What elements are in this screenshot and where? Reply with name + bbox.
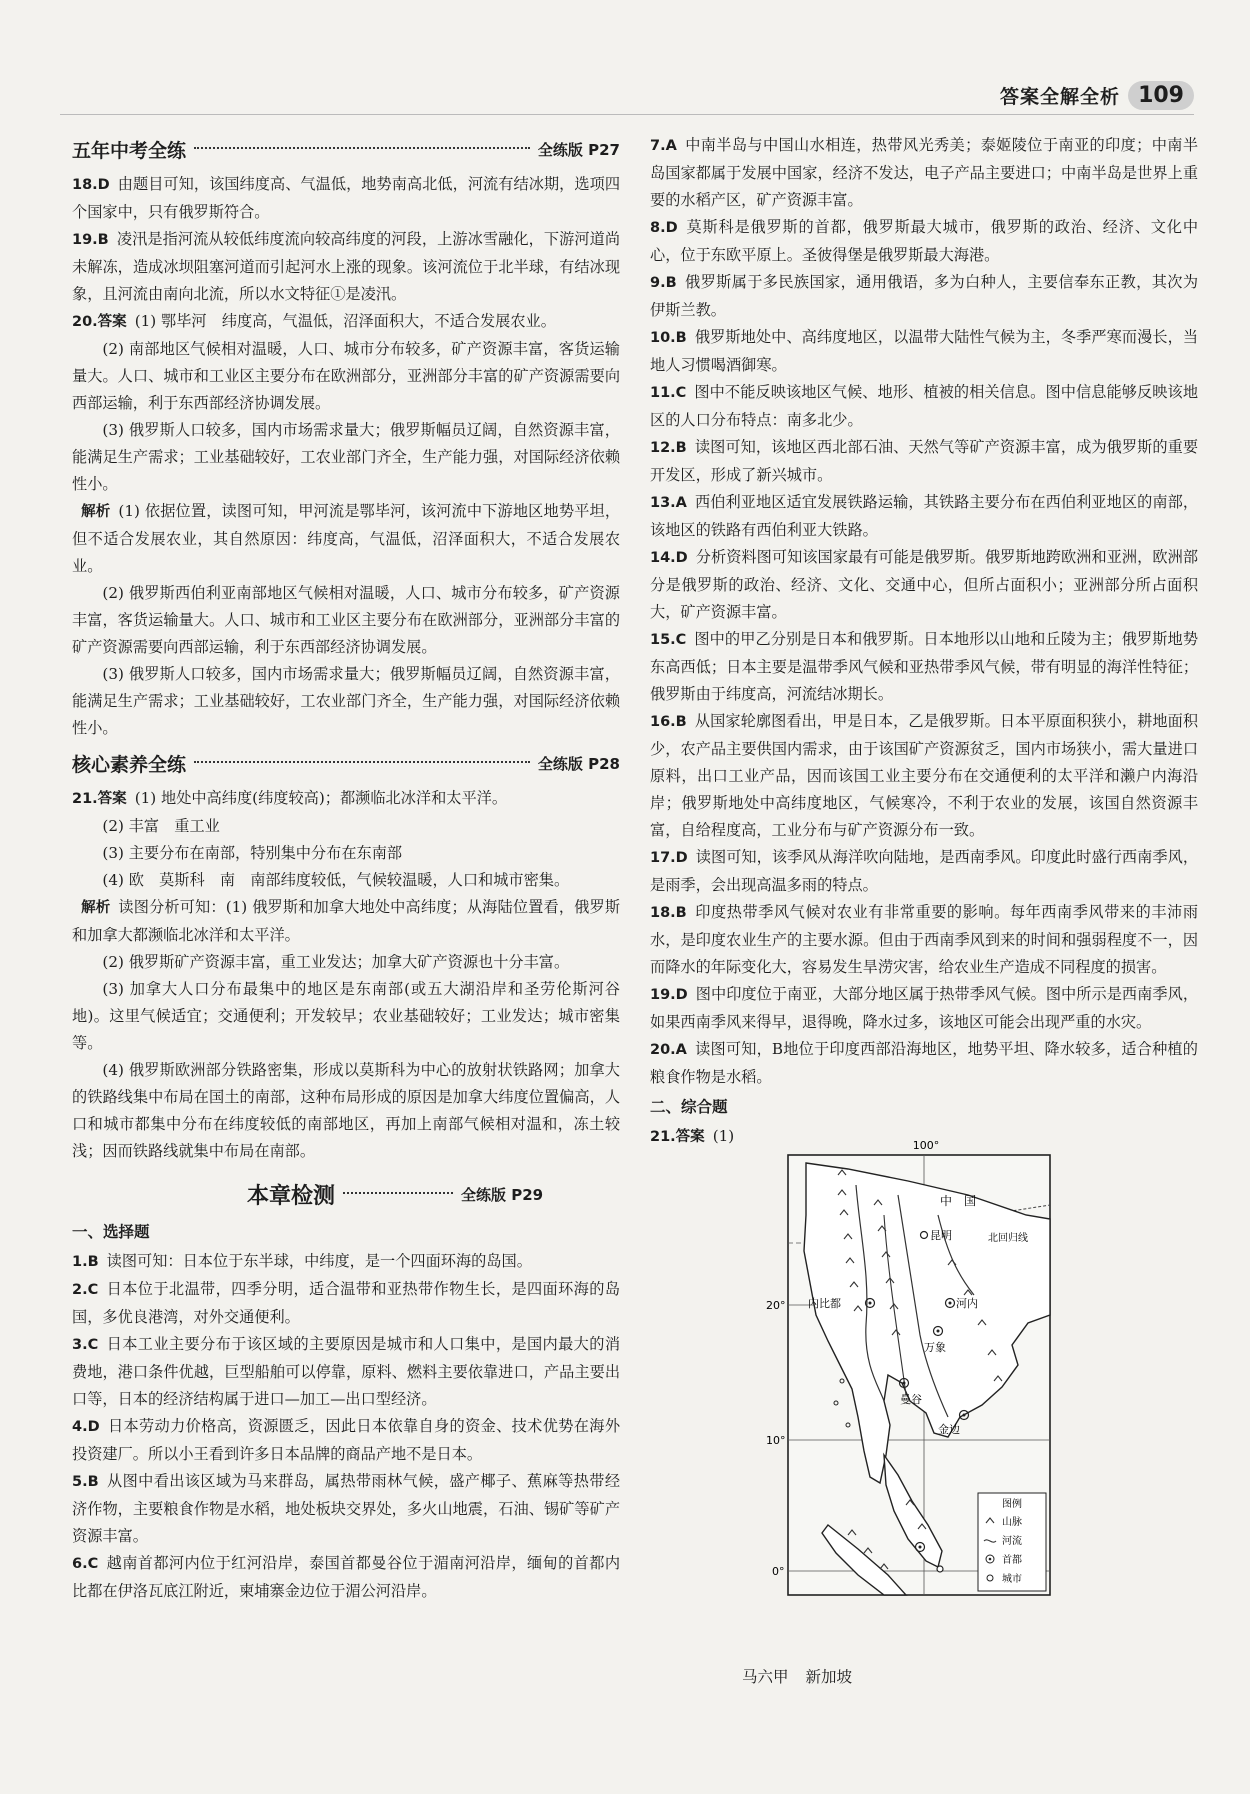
item-text: 中南半岛与中国山水相连，热带风光秀美；泰姬陵位于南亚的印度；中南半岛国家都属于发展中国家，经济不发达，电子产品主要进口；中南半岛是世界上重要的水稻产区，矿产资源丰富。 — [650, 136, 1198, 209]
item-text: 日本工业主要分布于该区域的主要原因是城市和人口集中，是国内最大的消费地，港口条件优越，巨型船舶可以停靠，原料、燃料主要依靠进口，产品主要出口等，日本的经济结构属于进口—加工—出口型经济。 — [72, 1335, 620, 1408]
section-header-five-year — [72, 136, 620, 163]
map-figure — [766, 1139, 1050, 1615]
item-number: 19.D — [650, 987, 688, 1003]
dotted-leader — [343, 1192, 453, 1194]
answer-paragraph: (3) 俄罗斯人口较多，国内市场需求量大；俄罗斯幅员辽阔，自然资源丰富，能满足生产需求；工业基础较好，工农业部门齐全，生产能力强，对国际经济依赖性小。 — [72, 421, 620, 493]
item-text: 日本劳动力价格高，资源匮乏，因此日本依靠自身的资金、技术优势在海外投资建厂。所以小王看到许多日本品牌的商品产地不是日本。 — [72, 1417, 620, 1463]
item-number: 11.C — [650, 385, 687, 401]
item-number: 9.B — [650, 275, 677, 291]
legend-title: 图例 — [1002, 1499, 1022, 1510]
city-legend-icon — [987, 1575, 993, 1581]
analysis-paragraph: (2) 俄罗斯矿产资源丰富，重工业发达；加拿大矿产资源也十分丰富。 — [102, 953, 570, 971]
city-label: 万象 — [924, 1341, 946, 1354]
item-text: (1) 鄂毕河 纬度高，气温低，沼泽面积大，不适合发展农业。 — [134, 312, 556, 330]
item-number: 18.B — [650, 905, 687, 921]
subsection-title: 二、综合题 — [650, 1098, 728, 1116]
item-number: 13.A — [650, 495, 687, 511]
item-number: 4.D — [72, 1419, 100, 1435]
item-number: 21.答案 — [650, 1129, 705, 1145]
item-number: 2.C — [72, 1282, 99, 1298]
city-label: 金边 — [938, 1423, 960, 1436]
item-text: 由题目可知，该国纬度高、气温低，地势南高北低，河流有结冰期，选项四个国家中，只有俄罗斯符合。 — [72, 175, 620, 221]
answer-item — [72, 226, 620, 308]
answer-item — [650, 434, 1198, 489]
answer-item — [72, 1550, 620, 1605]
answer-item — [650, 544, 1198, 626]
city-label: 内比都 — [808, 1297, 841, 1310]
tropic-label: 北回归线 — [988, 1233, 1028, 1244]
item-text: 莫斯科是俄罗斯的首都，俄罗斯最大城市，俄罗斯的政治、经济、文化中心，位于东欧平原上。圣彼得堡是俄罗斯最大海港。 — [650, 218, 1198, 264]
dotted-leader — [194, 761, 530, 763]
city-label: 昆明 — [930, 1229, 952, 1242]
item-text: 从图中看出该区域为马来群岛，属热带雨林气候，盛产椰子、蕉麻等热带经济作物，主要粮食作物是水稻，地处板块交界处，多火山地震，石油、锡矿等矿产资源丰富。 — [72, 1472, 620, 1545]
city-marker — [937, 1566, 943, 1572]
item-text: 凌汛是指河流从较低纬度流向较高纬度的河段，上游冰雪融化，下游河道尚未解冻，造成冰坝阻塞河道而引起河水上涨的现象。该河流位于北半球，有结冰现象，且河流由南向北流，所以水文特征①是凌汛。 — [72, 230, 620, 303]
item-number: 7.A — [650, 138, 677, 154]
legend-label: 城市 — [1002, 1574, 1022, 1585]
answer-item — [650, 899, 1198, 981]
item-number: 21.答案 — [72, 791, 127, 807]
answer-item — [650, 324, 1198, 379]
page-header — [1000, 78, 1194, 112]
item-number: 3.C — [72, 1337, 99, 1353]
section-reference: 全练版 P27 — [537, 141, 620, 159]
analysis-paragraph: (3) 俄罗斯人口较多，国内市场需求量大；俄罗斯幅员辽阔，自然资源丰富，能满足生产需求；工业基础较好，工农业部门齐全，生产能力强，对国际经济依赖性小。 — [72, 665, 620, 737]
answer-item — [650, 981, 1198, 1036]
section-title: 五年中考全练 — [72, 140, 187, 162]
answer-item — [72, 1468, 620, 1550]
latitude-label: 20° — [766, 1299, 786, 1312]
item-text: 读图可知：日本位于东半球，中纬度，是一个四面环海的岛国。 — [106, 1252, 532, 1270]
item-text: (1) 地处中高纬度(纬度较高)；都濒临北冰洋和太平洋。 — [134, 789, 508, 807]
item-text: 图中印度位于南亚，大部分地区属于热带季风气候。图中所示是西南季风，如果西南季风来得早，退得晚，降水过多，该地区可能会出现严重的水灾。 — [650, 985, 1198, 1031]
analysis-paragraph: (2) 俄罗斯西伯利亚南部地区气候相对温暖，人口、城市分布较多，矿产资源丰富，客货运输量大。人口、城市和工业区主要分布在欧洲部分，亚洲部分丰富的矿产资源需要向西部运输，利于东西部经济协调发展。 — [72, 584, 620, 656]
city-label: 河内 — [956, 1297, 978, 1310]
item-number: 20.A — [650, 1042, 687, 1058]
section-title: 核心素养全练 — [72, 754, 187, 776]
analysis-paragraph: (4) 俄罗斯欧洲部分铁路密集，形成以莫斯科为中心的放射状铁路网；加拿大的铁路线集中布局在国土的南部，这种布局形成的原因是加拿大纬度位置偏高，人口和城市都集中分布在纬度较低的南部地区，再加上南部气候相对温和，冻土较浅；因而铁路线就集中布局在南部。 — [72, 1061, 620, 1160]
answer-item — [650, 214, 1198, 269]
item-text: 图中的甲乙分别是日本和俄罗斯。日本地形以山地和丘陵为主；俄罗斯地势东高西低；日本主要是温带季风气候和亚热带季风气候，带有明显的海洋性特征；俄罗斯由于纬度高，河流结冰期长。 — [650, 630, 1198, 703]
item-number: 1.B — [72, 1254, 99, 1270]
item-number: 16.B — [650, 714, 687, 730]
item-number: 14.D — [650, 550, 688, 566]
item-text: 日本位于北温带，四季分明，适合温带和亚热带作物生长，是四面环海的岛国，多优良港湾，对外交通便利。 — [72, 1280, 620, 1326]
latitude-label: 0° — [772, 1565, 785, 1578]
item-number: 17.D — [650, 850, 688, 866]
answer-item — [72, 1413, 620, 1468]
answer-item — [650, 626, 1198, 708]
answer-item — [72, 308, 620, 336]
analysis-label: 解析 — [81, 504, 111, 520]
item-text: 分析资料图可知该国家最有可能是俄罗斯。俄罗斯地跨欧洲和亚洲，欧洲部分是俄罗斯的政治、经济、文化、交通中心，但所占面积小；亚洲部分所占面积大，矿产资源丰富。 — [650, 548, 1198, 621]
section-reference: 全练版 P29 — [461, 1186, 544, 1204]
answer-item — [650, 1036, 1198, 1091]
map-caption — [742, 1665, 864, 1687]
header-title: 答案全解全析 — [1000, 85, 1121, 108]
item-text: 从国家轮廓图看出，甲是日本，乙是俄罗斯。日本平原面积狭小，耕地面积少，农产品主要供国内需求，由于该国矿产资源贫乏，国内市场狭小，需大量进口原料，出口工业产品，因而该国工业主要分布在交通便利的太平洋和濑户内海沿岸；俄罗斯地处中高纬度地区，气候寒冷，不利于农业的发展，该国自然资源丰富，自给程度高，工业分布与矿产资源分布一致。 — [650, 712, 1198, 839]
item-number: 19.B — [72, 232, 109, 248]
city-label: 曼谷 — [900, 1393, 922, 1406]
item-number: 5.B — [72, 1474, 99, 1490]
answer-paragraph: (3) 主要分布在南部，特别集中分布在东南部 — [102, 844, 403, 862]
item-number: 12.B — [650, 440, 687, 456]
country-label: 中 国 — [940, 1194, 977, 1208]
answer-item — [72, 1276, 620, 1331]
analysis-label: 解析 — [81, 900, 111, 916]
answer-item — [72, 171, 620, 226]
item-number: 20.答案 — [72, 314, 127, 330]
analysis-text: (1) 依据位置，读图可知，甲河流是鄂毕河，该河流中下游地区地势平坦，但不适合发展农业，其自然原因：纬度高，气温低，沼泽面积大，不适合发展农业。 — [72, 502, 621, 575]
item-text: 俄罗斯属于多民族国家，通用俄语，多为白种人，主要信奉东正教，其次为伊斯兰教。 — [650, 273, 1198, 319]
item-text: 越南首都河内位于红河沿岸，泰国首都曼谷位于湄南河沿岸，缅甸的首都内比都在伊洛瓦底江附近，柬埔寨金边位于湄公河沿岸。 — [72, 1554, 620, 1600]
latitude-label: 10° — [766, 1434, 786, 1447]
header-divider — [60, 114, 1194, 115]
answer-item — [650, 379, 1198, 434]
answer-paragraph: (2) 丰富 重工业 — [102, 817, 220, 835]
item-number: 10.B — [650, 330, 687, 346]
item-text: 西伯利亚地区适宜发展铁路运输，其铁路主要分布在西伯利亚地区的南部，该地区的铁路有西伯利亚大铁路。 — [650, 493, 1198, 539]
answer-paragraph: (2) 南部地区气候相对温暖，人口、城市分布较多，矿产资源丰富，客货运输量大。人口、城市和工业区主要分布在欧洲部分，亚洲部分丰富的矿产资源需要向西部运输，利于东西部经济协调发展。 — [72, 340, 620, 412]
caption-label: 马六甲 — [742, 1668, 789, 1686]
legend-label: 河流 — [1002, 1536, 1022, 1547]
analysis-paragraph — [72, 894, 620, 949]
item-number: 18.D — [72, 177, 110, 193]
answer-item — [650, 708, 1198, 844]
legend-label: 山脉 — [1002, 1517, 1022, 1528]
item-text: 读图可知，该季风从海洋吹向陆地，是西南季风。印度此时盛行西南季风，是雨季，会出现高温多雨的特点。 — [650, 848, 1198, 894]
answer-paragraph: (4) 欧 莫斯科 南 南部纬度较低，气候较温暖，人口和城市密集。 — [102, 871, 570, 889]
section-header-chapter-test — [72, 1179, 620, 1210]
left-column — [72, 132, 620, 1605]
section-title: 本章检测 — [247, 1184, 336, 1209]
caption-label: 新加坡 — [805, 1668, 852, 1686]
item-number: 8.D — [650, 220, 678, 236]
item-text: 俄罗斯地处中、高纬度地区，以温带大陆性气候为主，冬季严寒而漫长，当地人习惯喝酒御寒。 — [650, 328, 1198, 374]
city-marker — [921, 1232, 928, 1239]
longitude-label: 100° — [912, 1139, 940, 1152]
analysis-text: 读图分析可知：(1) 俄罗斯和加拿大地处中高纬度；从海陆位置看，俄罗斯和加拿大都濒临北冰洋和太平洋。 — [72, 898, 621, 944]
southeast-asia-map — [650, 1139, 1198, 1686]
item-number: 15.C — [650, 632, 687, 648]
item-text: 图中不能反映该地区气候、地形、植被的相关信息。图中信息能够反映该地区的人口分布特点：南多北少。 — [650, 383, 1198, 429]
right-column — [650, 132, 1198, 1686]
legend-label: 首都 — [1002, 1555, 1022, 1566]
map-legend — [978, 1493, 1046, 1591]
analysis-paragraph — [72, 498, 620, 580]
answer-item — [650, 844, 1198, 899]
page-number: 109 — [1128, 81, 1194, 110]
subsection-title: 一、选择题 — [72, 1223, 150, 1241]
answer-item — [72, 785, 620, 813]
item-number: 6.C — [72, 1556, 99, 1572]
item-text: 读图可知，B地位于印度西部沿海地区，地势平坦、降水较多，适合种植的粮食作物是水稻。 — [650, 1040, 1198, 1086]
answer-item — [72, 1331, 620, 1413]
section-header-core — [72, 750, 620, 777]
answer-item — [72, 1248, 620, 1276]
section-reference: 全练版 P28 — [537, 755, 620, 773]
answer-item — [650, 132, 1198, 214]
answer-item — [650, 489, 1198, 544]
item-text: (1) — [712, 1127, 735, 1145]
analysis-paragraph: (3) 加拿大人口分布最集中的地区是东南部(或五大湖沿岸和圣劳伦斯河谷地)。这里气候适宜；交通便利；开发较早；农业基础较好；工业发达；城市密集等。 — [72, 980, 620, 1052]
item-text: 印度热带季风气候对农业有非常重要的影响。每年西南季风带来的丰沛雨水，是印度农业生产的主要水源。但由于西南季风到来的时间和强弱程度不一，因而降水的年际变化大，容易发生旱涝灾害，给农业生产造成不同程度的损害。 — [650, 903, 1198, 976]
answer-item — [650, 269, 1198, 324]
item-text: 读图可知，该地区西北部石油、天然气等矿产资源丰富，成为俄罗斯的重要开发区，形成了新兴城市。 — [650, 438, 1198, 484]
dotted-leader — [194, 147, 530, 149]
